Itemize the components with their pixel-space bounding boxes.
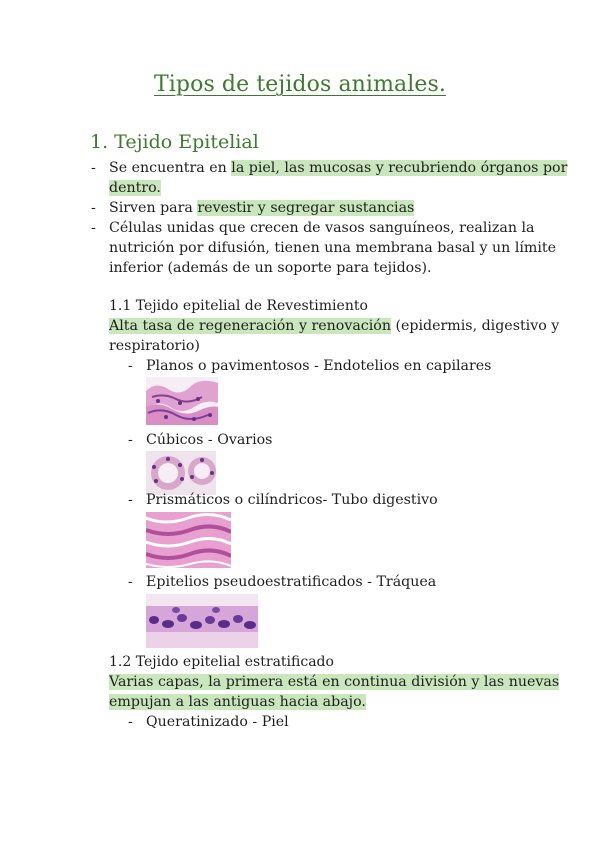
- bullet-dash: -: [91, 160, 96, 176]
- list-item: Queratinizado - Piel: [146, 714, 289, 730]
- bullet-dash: -: [91, 220, 96, 236]
- highlighted-text: dentro.: [109, 180, 161, 196]
- highlighted-text: empujan a las antiguas hacia abajo.: [109, 694, 366, 710]
- highlighted-text: la piel, las mucosas y recubriendo órganos por: [231, 160, 568, 176]
- bullet-line: nutrición por difusión, tienen una membrana basal y un límite: [109, 240, 556, 256]
- paragraph-line: [109, 692, 366, 712]
- section-heading-epitelial: 1. Tejido Epitelial: [90, 131, 259, 153]
- bullet-dash: -: [91, 200, 96, 216]
- list-item: Planos o pavimentosos - Endotelios en capilares: [146, 358, 492, 374]
- subsection-heading-revestimiento: 1.1 Tejido epitelial de Revestimiento: [109, 298, 368, 314]
- bullet-line: inferior (además de un soporte para tejidos).: [109, 260, 432, 276]
- bullet-line: [109, 158, 567, 178]
- bullet-text: Sirven para: [109, 200, 198, 216]
- paragraph-line: [109, 316, 559, 336]
- list-item: Prismáticos o cilíndricos- Tubo digestivo: [146, 492, 438, 508]
- paragraph-line: respiratorio): [109, 338, 200, 354]
- bullet-line: [109, 198, 414, 218]
- bullet-line: [109, 178, 161, 198]
- tissue-image-planos: [146, 377, 218, 425]
- bullet-text: Se encuentra en: [109, 160, 232, 176]
- subsection-heading-estratificado: 1.2 Tejido epitelial estratificado: [109, 654, 334, 670]
- list-item: Cúbicos - Ovarios: [146, 432, 273, 448]
- highlighted-text: revestir y segregar sustancias: [197, 200, 415, 216]
- bullet-dash: -: [128, 492, 133, 508]
- bullet-dash: -: [128, 714, 133, 730]
- bullet-dash: -: [128, 358, 133, 374]
- tissue-image-cubicos: [146, 451, 216, 495]
- highlighted-text: Alta tasa de regeneración y renovación: [109, 318, 391, 334]
- tissue-image-prismaticos: [146, 512, 231, 568]
- bullet-dash: -: [128, 574, 133, 590]
- highlighted-text: Varias capas, la primera está en continua división y las nuevas: [109, 674, 560, 690]
- bullet-line: Células unidas que crecen de vasos sanguíneos, realizan la: [109, 220, 535, 236]
- list-item: Epitelios pseudoestratificados - Tráquea: [146, 574, 437, 590]
- tissue-image-pseudoestratificados: [146, 594, 258, 648]
- paragraph-text: (epidermis, digestivo y: [390, 318, 560, 334]
- page-title: Tipos de tejidos animales.: [154, 72, 446, 97]
- paragraph-line: [109, 672, 559, 692]
- bullet-dash: -: [128, 432, 133, 448]
